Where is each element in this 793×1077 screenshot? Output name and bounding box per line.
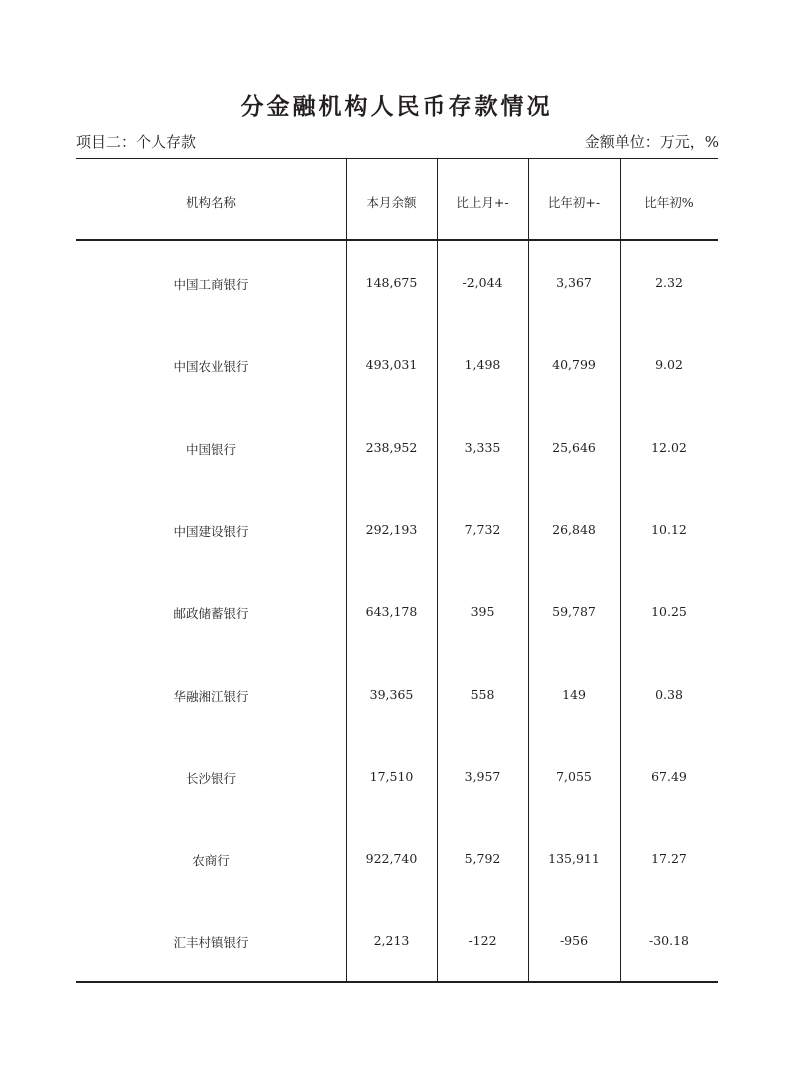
cell-institution-name: 邮政储蓄银行 bbox=[173, 606, 249, 622]
cell-institution-name: 中国银行 bbox=[185, 441, 236, 457]
column-header-name: 机构名称 bbox=[185, 195, 236, 210]
cell-balance: 643,178 bbox=[365, 604, 418, 620]
cell-balance: 17,510 bbox=[369, 768, 414, 784]
cell-change-ytd-pct: 17.27 bbox=[651, 851, 687, 867]
cell-change-ytd-pct: 10.12 bbox=[651, 521, 687, 537]
cell-change-ytd-pct: 9.02 bbox=[655, 357, 683, 373]
cell-institution-name: 中国建设银行 bbox=[173, 523, 249, 539]
cell-change-ytd: 59,787 bbox=[552, 604, 596, 620]
column-header-mom: 比上月+- bbox=[456, 195, 509, 210]
cell-balance: 2,213 bbox=[373, 933, 410, 949]
cell-change-month: -2,044 bbox=[462, 275, 503, 290]
table-row bbox=[76, 851, 718, 869]
cell-change-month: -122 bbox=[468, 933, 497, 949]
cell-change-month: 3,957 bbox=[464, 768, 501, 784]
cell-institution-name: 汇丰村镇银行 bbox=[173, 935, 249, 951]
cell-change-ytd-pct: 10.25 bbox=[651, 604, 687, 620]
table-row bbox=[76, 522, 718, 540]
cell-institution-name: 华融湘江银行 bbox=[173, 688, 249, 704]
cell-change-month: 558 bbox=[470, 686, 495, 702]
cell-institution-name: 中国农业银行 bbox=[173, 359, 249, 375]
cell-change-ytd: 40,799 bbox=[552, 357, 596, 373]
cell-change-ytd-pct: -30.18 bbox=[648, 933, 689, 949]
cell-balance: 493,031 bbox=[365, 357, 418, 373]
cell-change-ytd-pct: 67.49 bbox=[651, 768, 687, 784]
cell-change-ytd: 135,911 bbox=[548, 851, 600, 867]
cell-balance: 39,365 bbox=[369, 686, 414, 702]
table-row bbox=[76, 357, 718, 375]
table-row bbox=[76, 604, 718, 622]
unit-label: 金额单位：万元，% bbox=[584, 133, 719, 151]
cell-balance: 292,193 bbox=[365, 521, 418, 537]
cell-institution-name: 长沙银行 bbox=[185, 770, 236, 786]
cell-change-ytd: 26,848 bbox=[552, 521, 596, 537]
cell-change-month: 3,335 bbox=[464, 439, 501, 455]
cell-change-month: 395 bbox=[470, 604, 495, 620]
cell-change-month: 1,498 bbox=[464, 357, 501, 373]
cell-change-ytd-pct: 0.38 bbox=[655, 686, 683, 702]
cell-change-ytd: 3,367 bbox=[556, 275, 592, 290]
column-header-balance: 本月余额 bbox=[366, 195, 417, 210]
cell-change-ytd: 149 bbox=[562, 686, 586, 702]
cell-institution-name: 中国工商银行 bbox=[173, 277, 249, 292]
table-item-label: 项目二：个人存款 bbox=[76, 133, 197, 151]
column-header-ytd: 比年初+- bbox=[547, 195, 601, 210]
table-row bbox=[76, 933, 718, 951]
cell-change-ytd-pct: 12.02 bbox=[651, 439, 687, 455]
cell-change-month: 7,732 bbox=[464, 521, 501, 537]
page-title: 分金融机构人民币存款情况 bbox=[240, 93, 553, 120]
table-row bbox=[76, 687, 718, 705]
cell-change-ytd: -956 bbox=[559, 933, 589, 949]
cell-change-ytd-pct: 2.32 bbox=[655, 275, 683, 290]
deposit-table bbox=[76, 158, 718, 983]
cell-balance: 238,952 bbox=[365, 439, 418, 455]
cell-institution-name: 农商行 bbox=[192, 853, 230, 869]
cell-balance: 922,740 bbox=[365, 851, 418, 867]
cell-change-month: 5,792 bbox=[464, 851, 501, 867]
cell-change-ytd: 25,646 bbox=[552, 439, 596, 455]
cell-balance: 148,675 bbox=[365, 275, 418, 290]
table-row bbox=[76, 440, 718, 458]
table-row bbox=[76, 769, 718, 787]
column-header-ytd-pct: 比年初% bbox=[644, 195, 694, 210]
cell-change-ytd: 7,055 bbox=[556, 768, 592, 784]
table-row bbox=[76, 275, 718, 293]
